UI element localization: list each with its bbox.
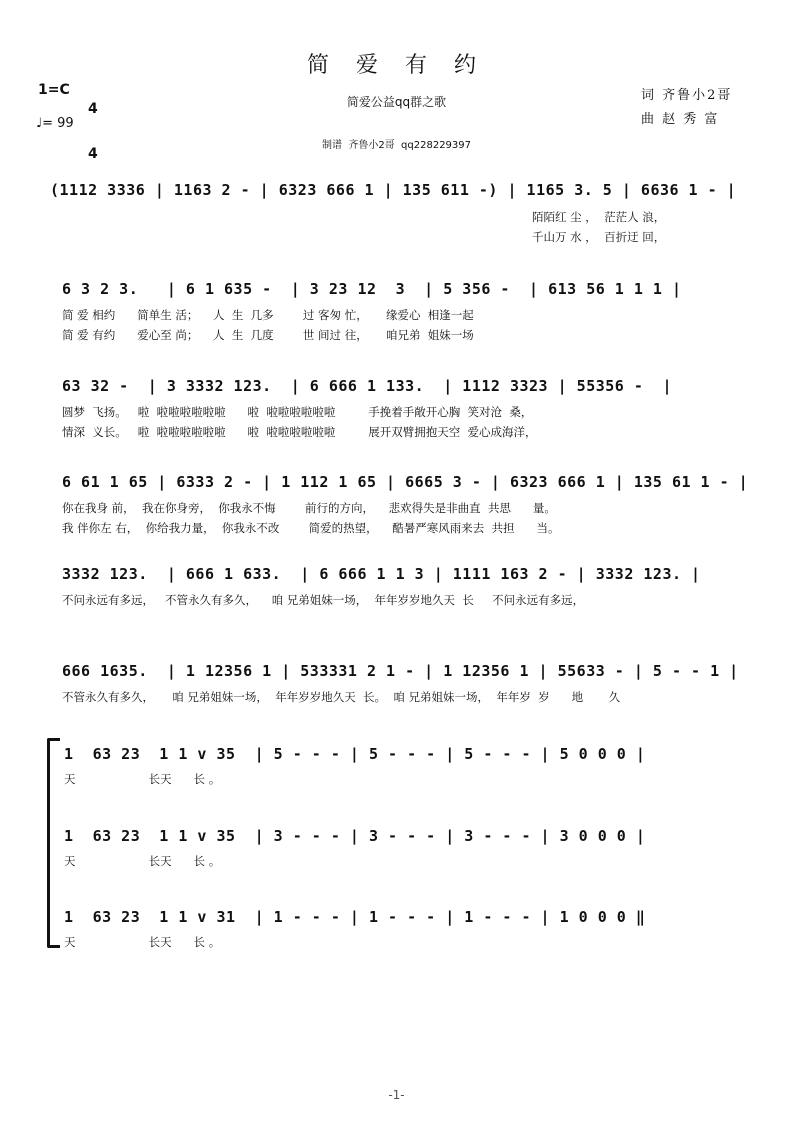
lyric-line-2b: 简 爱 有约 爱心至 尚； 人 生 几度 世 间过 往， 咱兄弟 姐妹一场 (62, 328, 474, 342)
notation-line-3: 63 32 - | 3 3332 123. | 6 666 1 133. | 1112 3323 | 55356 - | (62, 377, 672, 395)
notation-part-1: 1 63 23 1 1 v 35 | 5 - - - | 5 - - - | 5 - - - | 5 0 0 0 | (64, 745, 646, 763)
lyric-part-1: 天 长天 长 。 (64, 772, 221, 786)
notation-line-1: (1112 3336 | 1163 2 - | 6323 666 1 | 135 611 -) | 1165 3. 5 | 6636 1 - | (50, 181, 737, 199)
lyric-line-3a: 圆梦 飞扬。 啦 啦啦啦啦啦啦 啦 啦啦啦啦啦啦 手挽着手敞开心胸 笑对沧 桑， (62, 405, 533, 419)
lyric-line-1a: 陌陌红 尘 ， 茫茫人 浪， (532, 210, 666, 224)
notation-line-4: 6 61 1 65 | 6333 2 - | 1 112 1 65 | 6665 3 - | 6323 666 1 | 135 61 1 - | (62, 473, 749, 491)
notation-line-5: 3332 123. | 666 1 633. | 6 666 1 1 3 | 1111 163 2 - | 3332 123. | (62, 565, 701, 583)
tempo-marking: ♩= 99 (36, 116, 74, 131)
time-signature (88, 72, 98, 177)
notation-line-6: 666 1635. | 1 12356 1 | 533331 2 1 - | 1 12356 1 | 55633 - | 5 - - 1 | (62, 662, 739, 680)
lyric-line-4a: 你在我身 前， 我在你身旁， 你我永不悔 前行的方向， 悲欢得失是非曲直 共思 量。 (62, 501, 556, 515)
lyric-line-2a: 简 爱 相约 简单生 活； 人 生 几多 过 客匆 忙， 缘爱心 相逢一起 (62, 308, 474, 322)
composer-credit: 曲 赵 秀 富 (641, 112, 720, 127)
key-signature: 1=C (38, 82, 70, 98)
notation-line-2: 6 3 2 3. | 6 1 635 - | 3 23 12 3 | 5 356 - | 613 56 1 1 1 | (62, 280, 682, 298)
lyric-line-6: 不管永久有多久， 咱 兄弟姐妹一场， 年年岁岁地久天 长。 咱 兄弟姐妹一场， 年年岁 岁 地 久 (62, 690, 621, 704)
part-bracket (47, 738, 60, 948)
notation-part-3: 1 63 23 1 1 v 31 | 1 - - - | 1 - - - | 1 - - - | 1 0 0 0 ‖ (64, 908, 646, 926)
song-title: 简 爱 有 约 (307, 53, 486, 78)
time-signature-bottom: 4 (88, 146, 98, 162)
song-subtitle: 简爱公益qq群之歌 (346, 95, 447, 109)
lyric-line-5: 不问永远有多远， 不管永久有多久， 咱 兄弟姐妹一场， 年年岁岁地久天 长 不问永远有多远， (62, 593, 585, 607)
page-number: -1- (388, 1088, 405, 1102)
notation-part-2: 1 63 23 1 1 v 35 | 3 - - - | 3 - - - | 3 - - - | 3 0 0 0 | (64, 827, 646, 845)
time-signature-top: 4 (88, 101, 98, 117)
lyric-part-2: 天 长天 长 。 (64, 854, 221, 868)
lyricist-credit: 词 齐鲁小2哥 (641, 88, 733, 103)
lyric-line-4b: 我 伴你左 右， 你给我力量， 你我永不改 简爱的热望， 酷暑严寒风雨来去 共担 当。 (62, 521, 560, 535)
score-maker-credit: 制谱 齐鲁小2哥 qq228229397 (321, 140, 472, 151)
lyric-part-3: 天 长天 长 。 (64, 935, 221, 949)
lyric-line-1b: 千山万 水 ， 百折迂 回， (532, 230, 666, 244)
lyric-line-3b: 情深 义长。 啦 啦啦啦啦啦啦 啦 啦啦啦啦啦啦 展开双臂拥抱天空 爱心成海洋， (62, 425, 537, 439)
